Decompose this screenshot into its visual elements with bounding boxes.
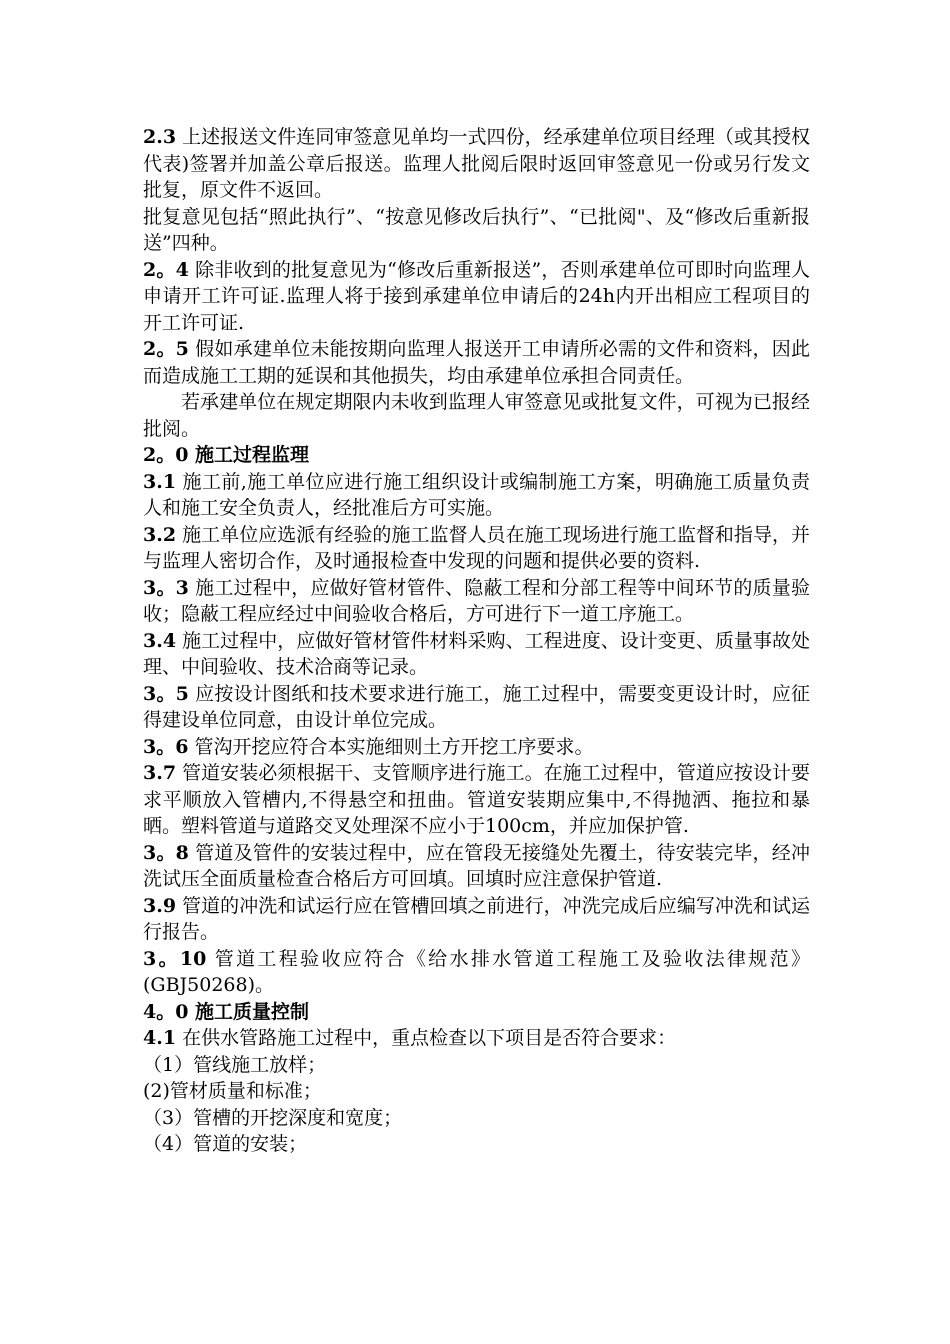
paragraph-text: 上述报送文件连同审签意见单均一式四份，经承建单位项目经理（或其授权代表)签署并加盖公章后报送。监理人批阅后限时返回审签意见一份或另行发文批复，原文件不返回。 (143, 126, 810, 201)
list-item: （4）管道的安装； (143, 1133, 308, 1155)
section-heading-construction-supervision: 2。0 施工过程监理 (143, 444, 310, 466)
paragraph-text: 除非收到的批复意见为“修改后重新报送”，否则承建单位可即时向监理人申请开工许可证.监理人将于接到承建单位申请后的24h内开出相应工程项目的开工许可证. (143, 258, 811, 334)
section-number: 3.1 (143, 470, 177, 493)
paragraph-3-1 (143, 469, 810, 522)
paragraph-text: 施工单位应选派有经验的施工监督人员在施工现场进行施工监督和指导，并与监理人密切合作，及时通报检查中发现的问题和提供必要的资料. (143, 523, 810, 572)
paragraph-3-4 (143, 628, 810, 681)
section-heading-quality-control: 4。0 施工质量控制 (143, 1000, 310, 1023)
paragraph-text: 管道及管件的安装过程中，应在管段无接缝处先覆土，待安装完毕，经冲洗试压全面质量检查合格后方可回填。回填时应注意保护管道. (143, 841, 810, 890)
paragraph-text: 应按设计图纸和技术要求进行施工，施工过程中，需要变更设计时，应征得建设单位同意，由设计单位完成。 (143, 682, 810, 731)
paragraph-3-9 (143, 893, 810, 946)
section-number: 3。10 (143, 947, 207, 970)
paragraph-3-5 (143, 681, 810, 734)
paragraph-text: 假如承建单位未能按期向监理人报送开工申请所必需的文件和资料，因此而造成施工工期的延误和其他损失，均由承建单位承担合同责任。 (143, 338, 810, 387)
paragraph-3-2 (143, 522, 810, 575)
paragraph-3-6 (143, 734, 810, 761)
paragraph-text: 施工过程中，应做好管材管件材料采购、工程进度、设计变更、质量事故处理、中间验收、技术洽商等记录。 (143, 629, 810, 678)
paragraph-text: 施工过程中，应做好管材管件、隐蔽工程和分部工程等中间环节的质量验收；隐蔽工程应经过中间验收合格后，方可进行下一道工序施工。 (143, 576, 810, 625)
paragraph-4-1 (143, 1025, 810, 1052)
paragraph-3-10 (143, 946, 810, 999)
paragraph-text: 若承建单位在规定期限内未收到监理人审签意见或批复文件，可视为已报经批阅。 (143, 391, 810, 440)
list-item: (2)管材质量和标准； (143, 1080, 322, 1102)
section-number: 3.9 (143, 894, 177, 917)
paragraph-3-7 (143, 760, 810, 840)
section-number: 2.3 (143, 126, 177, 148)
list-item: （3）管槽的开挖深度和宽度； (143, 1106, 403, 1129)
paragraph-text: 管道工程验收应符合《给水排水管道工程施工及验收法律规范》(GBJ50268)。 (143, 947, 810, 996)
section-number: 3。6 (143, 735, 189, 758)
paragraph-text: 在供水管路施工过程中，重点检查以下项目是否符合要求： (176, 1027, 677, 1049)
section-number: 3。3 (143, 576, 189, 599)
paragraph-2-5 (143, 336, 810, 389)
section-number: 3.4 (143, 629, 177, 652)
paragraph-text: 施工前,施工单位应进行施工组织设计或编制施工方案，明确施工质量负责人和施工安全负责人，经批准后方可实施。 (143, 470, 810, 519)
section-number: 4.1 (143, 1027, 177, 1049)
paragraph-approval-types (143, 204, 810, 257)
paragraph-2-3 (143, 124, 810, 204)
paragraph-text: 管道安装必须根据干、支管顺序进行施工。在施工过程中，管道应按设计要求平顺放入管槽内,不得悬空和扭曲。管道安装期应集中,不得抛洒、拖拉和暴晒。塑料管道与道路交叉处理深不应小于100cm，并应加保护管. (143, 762, 810, 837)
paragraph-text: 批复意见包括“照此执行”、“按意见修改后执行”、“已批阅"、及“修改后重新报送”四种。 (143, 205, 810, 254)
paragraph-text: 管沟开挖应符合本实施细则土方开挖工序要求。 (188, 735, 594, 758)
section-number: 3。8 (143, 841, 189, 864)
section-number: 3.2 (143, 523, 177, 546)
section-number: 3。5 (143, 682, 189, 705)
paragraph-deemed-approved (143, 389, 810, 442)
section-number: 2。4 (143, 258, 189, 281)
paragraph-3-3 (143, 575, 810, 628)
paragraph-2-4 (143, 257, 810, 337)
paragraph-3-8 (143, 840, 810, 893)
section-number: 2。5 (143, 338, 189, 360)
list-item: （1）管线施工放样； (143, 1053, 327, 1076)
paragraph-text: 管道的冲洗和试运行应在管槽回填之前进行，冲洗完成后应编写冲洗和试运行报告。 (143, 894, 810, 943)
section-number: 3.7 (143, 762, 177, 784)
